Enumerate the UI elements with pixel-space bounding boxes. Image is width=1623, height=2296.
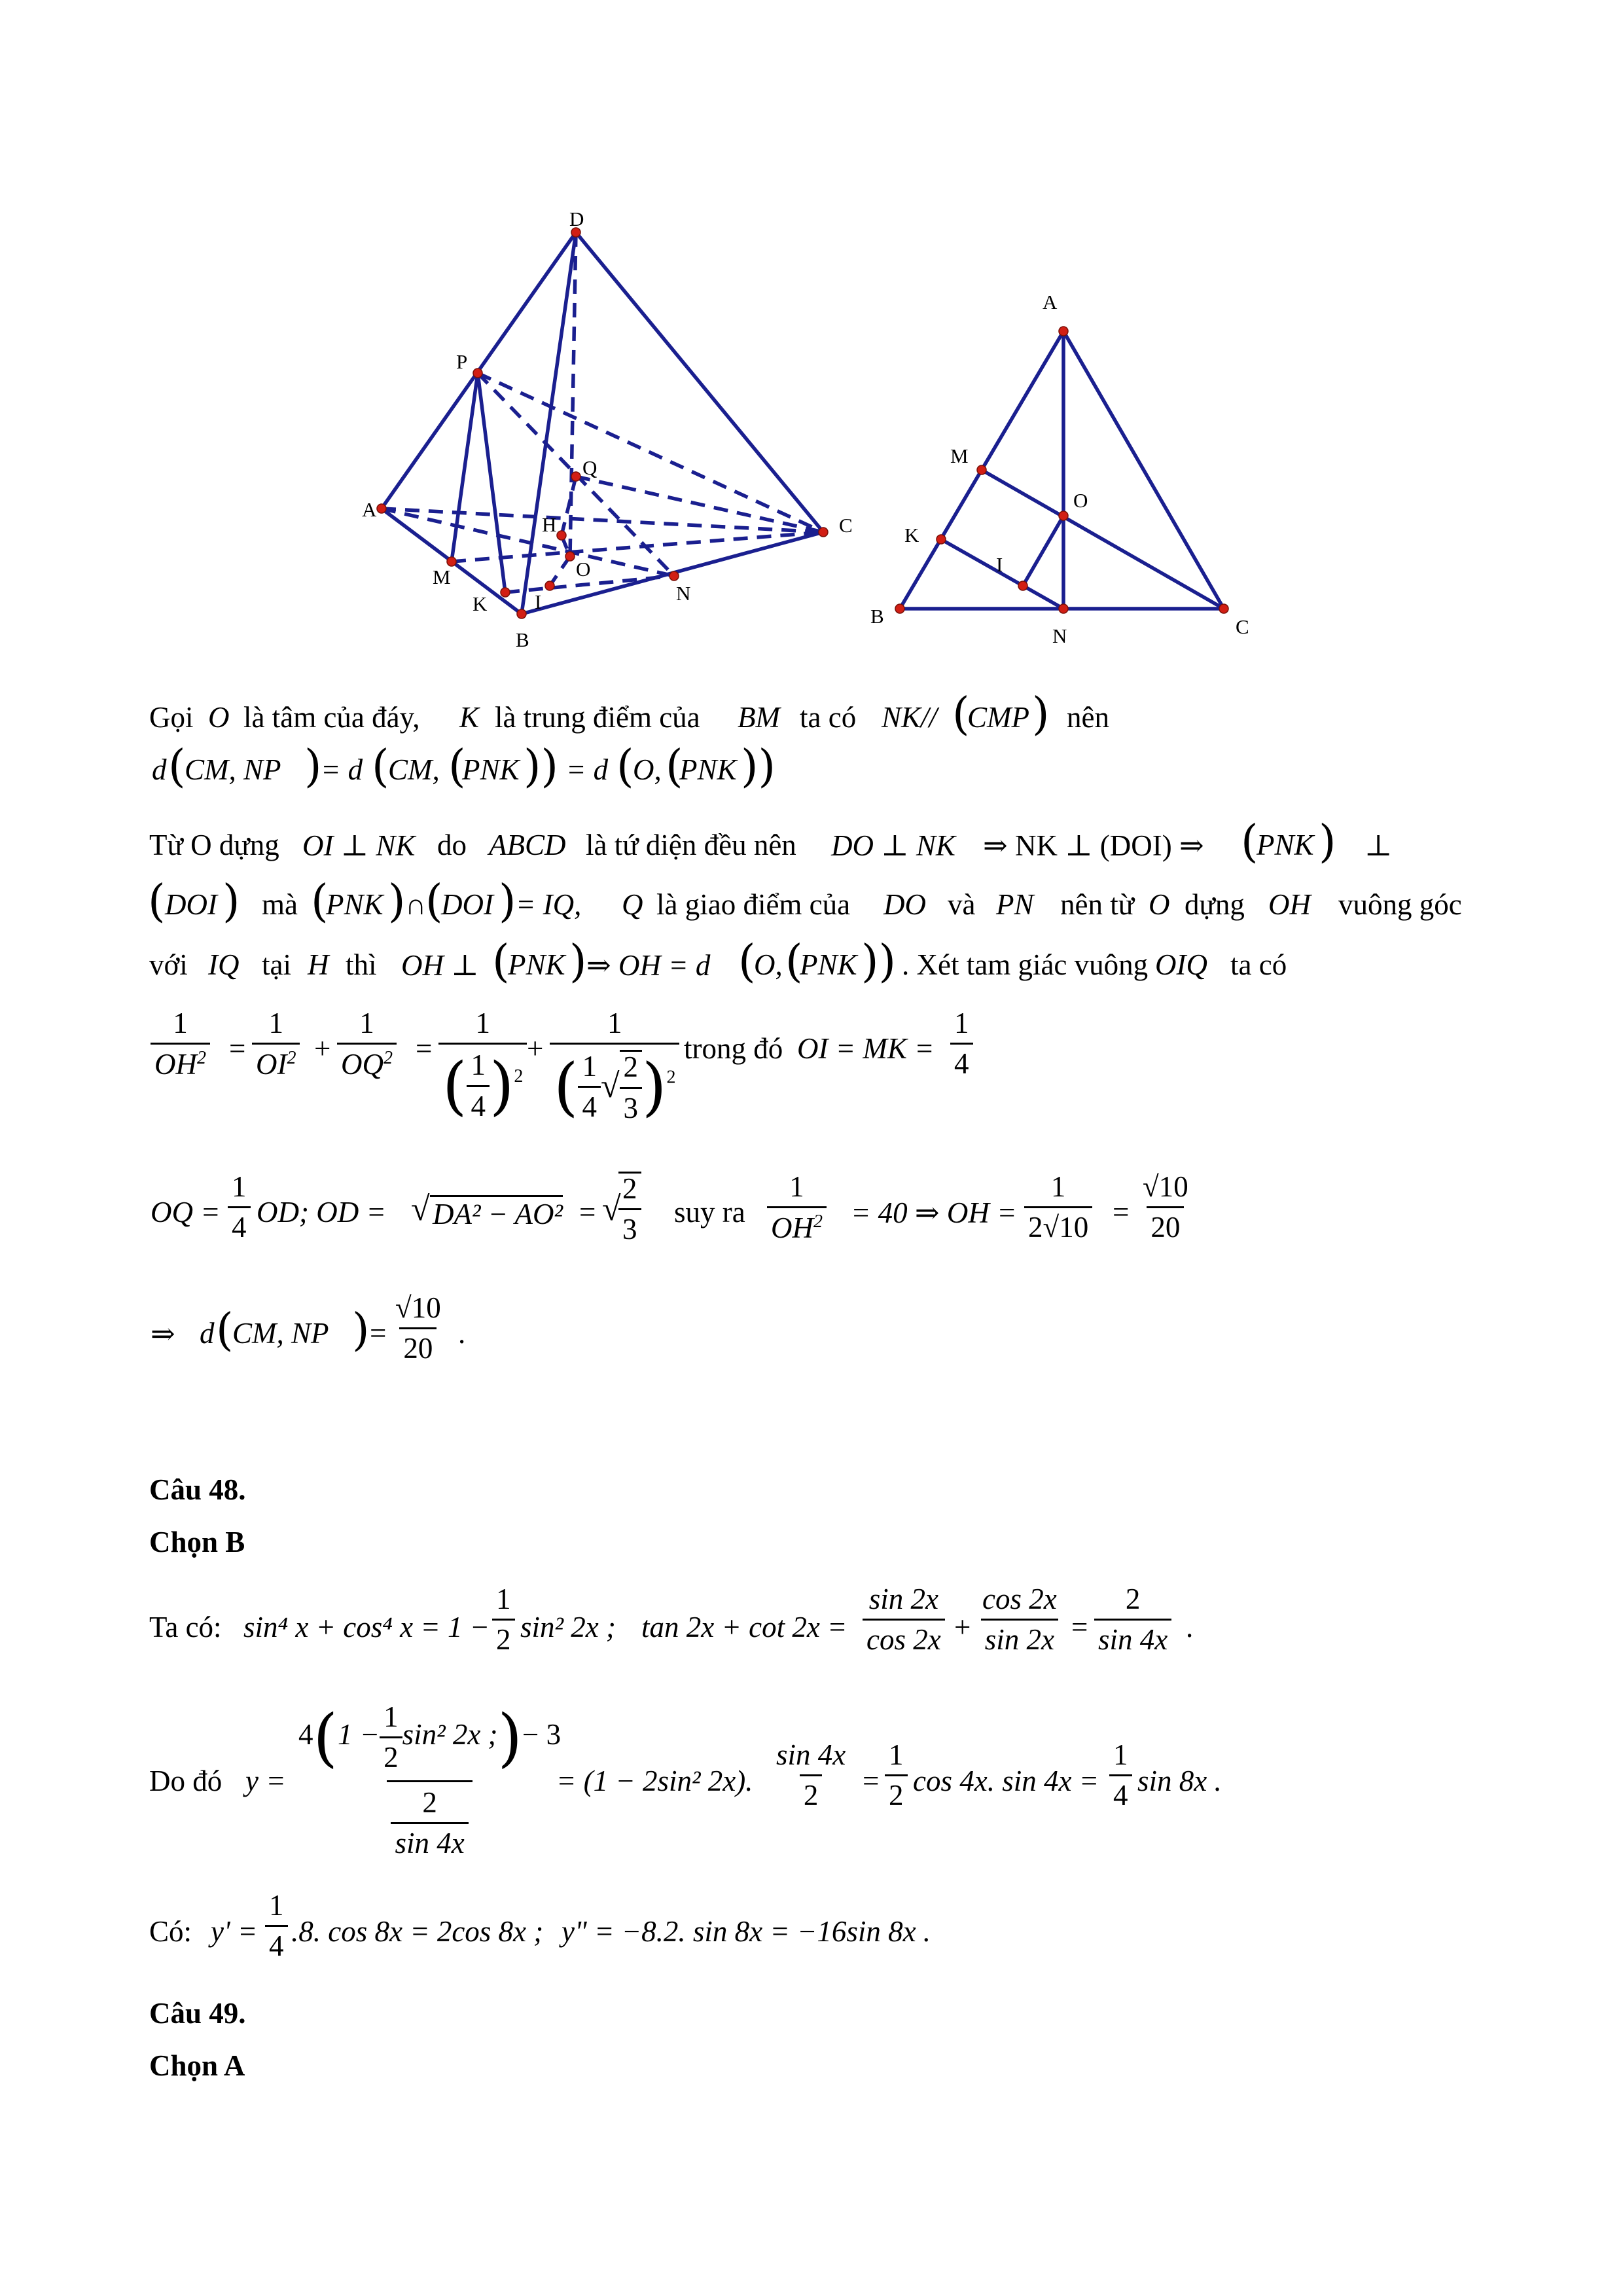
label-H: H — [542, 513, 557, 536]
math: = 40 ⇒ OH = — [851, 1196, 1017, 1229]
point-A — [1059, 327, 1068, 336]
symbol: = — [863, 1765, 880, 1797]
text: ⊥ — [1364, 829, 1393, 862]
numerator: 1 — [269, 1889, 284, 1922]
label-A: A — [362, 498, 377, 521]
numerator: √10 — [1143, 1170, 1188, 1203]
heading: Chọn B — [149, 1526, 245, 1558]
point-O — [565, 552, 575, 561]
point-I — [1018, 581, 1027, 590]
math: cos 4x. sin 4x = — [913, 1765, 1099, 1797]
denominator: 2 — [885, 1774, 908, 1811]
math: DA² − AO² — [430, 1195, 563, 1231]
denominator: 2 — [800, 1774, 823, 1811]
equation-derivatives — [0, 1885, 1623, 1977]
fraction — [492, 1584, 515, 1656]
edge-PC-hidden — [478, 373, 823, 532]
text: nên từ — [1060, 888, 1135, 921]
edge-QH-hidden — [562, 476, 576, 535]
label-C: C — [839, 514, 853, 537]
math: CM, NP — [185, 753, 281, 786]
denominator: 4 — [950, 1043, 973, 1079]
fraction — [618, 1172, 641, 1246]
paren: ) — [1319, 816, 1336, 868]
symbol: = — [1113, 1196, 1130, 1229]
text: Do đó — [149, 1765, 223, 1797]
math: Q — [622, 888, 643, 921]
math: OQ = — [151, 1196, 221, 1229]
text: mà — [262, 888, 298, 921]
math: O — [208, 701, 230, 734]
numerator: 1 — [268, 1007, 283, 1039]
math: sin⁴ x + cos⁴ x = 1 − — [243, 1611, 490, 1643]
math: sin 8x . — [1137, 1765, 1222, 1797]
text: suy ra — [674, 1196, 745, 1229]
point-A — [377, 504, 386, 513]
paren: ( — [148, 876, 166, 927]
fraction — [438, 1008, 527, 1122]
denominator: $OI^2$ — [252, 1043, 300, 1080]
edge-AC-hidden — [382, 509, 823, 532]
edge-DO-hidden — [570, 232, 576, 556]
text: là tứ diện đều nên — [586, 829, 796, 861]
paren: ( — [311, 876, 329, 927]
point-Q — [571, 472, 580, 481]
math: = d — [321, 753, 363, 786]
fraction — [294, 1702, 565, 1859]
math: PNK — [800, 948, 857, 981]
symbol: = — [579, 1196, 596, 1229]
equation-ta-co — [0, 1584, 1623, 1682]
math: DO ⊥ NK — [831, 829, 955, 862]
numerator: 2 — [622, 1172, 637, 1205]
fraction — [252, 1008, 300, 1081]
label-O: O — [576, 558, 591, 581]
text: Gọi — [149, 701, 194, 734]
answer-49-heading — [0, 2042, 1623, 2121]
math: = (1 − 2sin² 2x). — [556, 1765, 753, 1797]
denominator: 2√10 — [1024, 1206, 1092, 1243]
math: .8. cos 8x = 2cos 8x ; — [291, 1915, 544, 1948]
denominator: 4 — [228, 1206, 251, 1243]
numerator: 1 — [954, 1007, 969, 1039]
math: IQ — [208, 948, 240, 981]
math: OD; OD = — [257, 1196, 386, 1229]
point-N — [1059, 604, 1068, 613]
symbol: = — [229, 1032, 246, 1065]
numerator: 2 — [1125, 1583, 1141, 1615]
fraction — [228, 1172, 251, 1244]
symbol: + — [527, 1032, 544, 1065]
math: OI = MK = — [797, 1032, 935, 1065]
equation-inverse-squares — [0, 1008, 1623, 1139]
text: với — [149, 948, 188, 981]
fraction — [767, 1172, 827, 1244]
numerator: 1 — [496, 1583, 511, 1615]
numerator: 1 — [1113, 1738, 1128, 1771]
math: PNK — [1257, 829, 1314, 861]
point-I — [545, 581, 554, 590]
math: O, — [633, 753, 662, 786]
math: DOI — [165, 888, 217, 921]
numerator: 4(1 − $\frac{1}{2}$ sin² 2x ;)− 3 — [298, 1700, 562, 1774]
numerator: 1 — [889, 1738, 904, 1771]
denominator: sin 2x — [981, 1619, 1058, 1655]
point-N — [669, 571, 679, 581]
math: O, — [754, 948, 783, 981]
math: DOI — [441, 888, 493, 921]
segment-OI — [1023, 516, 1063, 586]
label-Q: Q — [582, 456, 597, 479]
denominator: 2 — [492, 1619, 515, 1655]
text: Ta có: — [149, 1611, 222, 1643]
fraction — [863, 1584, 945, 1656]
numerator: 1 — [789, 1170, 804, 1203]
paren: )) — [741, 741, 776, 793]
text: . Xét tam giác vuông — [902, 948, 1149, 981]
fraction — [1139, 1172, 1192, 1244]
edge-DC — [576, 232, 823, 532]
symbol: = — [370, 1317, 387, 1350]
fraction — [885, 1740, 908, 1812]
paren: ( — [952, 689, 970, 740]
text: dựng — [1185, 888, 1245, 921]
text: tại — [262, 948, 291, 981]
paren: ( — [1241, 816, 1258, 868]
numerator: 1 — [232, 1170, 247, 1203]
label-M: M — [433, 565, 451, 588]
math: ABCD — [489, 829, 566, 861]
math: d — [152, 753, 167, 786]
math: y' = — [211, 1915, 258, 1948]
text: Từ O dựng — [149, 829, 279, 861]
paren: ( — [616, 741, 634, 793]
text: là giao điểm của — [656, 888, 851, 921]
math: y = — [245, 1765, 286, 1797]
radical: √ — [602, 1191, 621, 1228]
tetrahedron-figure — [353, 196, 877, 668]
math: CMP — [967, 701, 1029, 734]
math: OH ⊥ — [401, 949, 479, 982]
label-K: K — [473, 592, 488, 615]
point-K — [936, 535, 946, 544]
label-P: P — [456, 350, 468, 373]
denominator: sin 4x — [1094, 1619, 1171, 1655]
heading: Chọn A — [149, 2049, 245, 2082]
text: Có: — [149, 1915, 192, 1948]
paren: )) — [861, 936, 897, 988]
label-B: B — [516, 628, 529, 651]
denominator: 3 — [618, 1208, 641, 1245]
edge-OI-hidden — [550, 556, 570, 586]
math: PN — [996, 888, 1034, 921]
denominator: 20 — [1147, 1206, 1184, 1243]
text: thì — [346, 948, 377, 981]
numerator: 1 — [607, 1007, 622, 1039]
numerator: 1 — [475, 1007, 490, 1039]
paren: ( — [425, 876, 443, 927]
numerator: 1 — [173, 1007, 188, 1039]
denominator: $OQ^2$ — [337, 1043, 397, 1080]
paren: ( — [785, 936, 803, 988]
fraction — [151, 1008, 210, 1081]
math: BM — [738, 701, 780, 734]
symbol: + — [954, 1611, 971, 1643]
paren: ( — [372, 741, 389, 793]
math: tan 2x + cot 2x = — [641, 1611, 847, 1643]
fraction — [1024, 1172, 1092, 1244]
paren: )) — [524, 741, 559, 793]
paren: ) — [1032, 689, 1050, 740]
fraction — [265, 1890, 288, 1962]
math: PNK — [508, 948, 565, 981]
math: ⇒ OH = d — [586, 949, 711, 982]
fraction — [950, 1008, 973, 1080]
fraction — [337, 1008, 397, 1081]
paren: ( — [738, 936, 756, 988]
label-D: D — [569, 207, 584, 230]
paren: ) — [499, 876, 516, 927]
point-C — [819, 528, 828, 537]
denominator: cos 2x — [863, 1619, 945, 1655]
numerator: √10 — [395, 1291, 441, 1324]
point-B — [895, 604, 904, 613]
label-K: K — [904, 524, 919, 547]
point-M — [447, 557, 456, 566]
symbol: + — [314, 1032, 331, 1065]
heading: Câu 49. — [149, 1997, 246, 2030]
math: CM, NP — [232, 1317, 329, 1350]
math: O — [1149, 888, 1170, 921]
denominator: $\frac{2}{\sin 4x}$ — [387, 1780, 472, 1859]
radical: √ — [411, 1191, 430, 1228]
text: nên — [1067, 701, 1109, 734]
point-O — [1059, 511, 1068, 520]
numerator: cos 2x — [982, 1583, 1057, 1615]
denominator: ( $\frac{1}{4}$ √ $\frac{2}{3}$ )$^2$ — [550, 1043, 679, 1124]
math: d — [200, 1317, 215, 1350]
math: CM, — [388, 753, 440, 786]
point-P — [473, 368, 482, 378]
text: ∩ — [405, 888, 427, 921]
fraction — [1109, 1740, 1132, 1812]
symbol: . — [1186, 1611, 1194, 1643]
label-I: I — [535, 590, 542, 613]
denominator: $OH^2$ — [767, 1206, 827, 1244]
equation-conclusion — [0, 1293, 1623, 1391]
denominator: $OH^2$ — [151, 1043, 210, 1080]
text: ta có — [800, 701, 857, 734]
paren: ) — [223, 876, 240, 927]
triangle-figure — [864, 281, 1283, 661]
numerator: 1 — [1050, 1170, 1066, 1203]
math: NK// — [882, 701, 938, 734]
math: = d — [566, 753, 609, 786]
fraction — [1094, 1584, 1171, 1656]
label-O: O — [1073, 489, 1088, 512]
symbol: . — [458, 1317, 466, 1350]
math: K — [459, 701, 480, 734]
math: PNK — [462, 753, 520, 786]
denominator: ( $\frac{1}{4}$ )$^2$ — [438, 1043, 527, 1122]
symbol: = — [416, 1032, 433, 1065]
point-H — [557, 531, 566, 540]
equation-distance — [0, 740, 1623, 818]
paragraph-voi-iq — [0, 935, 1623, 1013]
label-M: M — [950, 444, 969, 467]
paren: ) — [388, 876, 406, 927]
math: DO — [883, 888, 926, 921]
paren: ( — [448, 741, 466, 793]
math: PNK — [326, 888, 383, 921]
paren: ( — [666, 741, 683, 793]
point-K — [501, 588, 510, 597]
numerator: sin 4x — [776, 1738, 846, 1771]
label-C: C — [1236, 615, 1249, 638]
heading: Câu 48. — [149, 1473, 246, 1506]
denominator: 4 — [265, 1925, 288, 1962]
fraction — [550, 1008, 679, 1124]
text: ⇒ NK ⊥ (DOI) ⇒ — [983, 829, 1204, 862]
paren: ) — [352, 1304, 370, 1356]
equation-do-do — [0, 1702, 1623, 1872]
math: sin² 2x ; — [520, 1611, 616, 1643]
math: = IQ, — [516, 888, 582, 921]
fraction — [978, 1584, 1061, 1656]
paren: ( — [168, 741, 186, 793]
fraction — [391, 1293, 445, 1365]
point-B — [517, 609, 526, 619]
text: và — [948, 888, 976, 921]
symbol: ⇒ — [151, 1318, 175, 1350]
numerator: sin 2x — [868, 1583, 938, 1615]
segment-MC — [982, 470, 1224, 609]
math: PNK — [679, 753, 737, 786]
math: OI ⊥ NK — [302, 829, 416, 862]
text: ta có — [1230, 948, 1287, 981]
text: vuông góc — [1338, 888, 1462, 921]
label-B: B — [870, 605, 884, 628]
text: là tâm của đáy, — [243, 701, 420, 734]
point-M — [977, 465, 986, 475]
denominator: 4 — [1109, 1774, 1132, 1811]
text: là trung điểm của — [495, 701, 700, 734]
paren: ) — [569, 936, 587, 988]
fraction — [772, 1740, 849, 1812]
label-N: N — [676, 582, 691, 605]
symbol: = — [1071, 1611, 1088, 1643]
text: trong đó — [684, 1032, 783, 1065]
numerator: 1 — [359, 1007, 374, 1039]
text: do — [437, 829, 467, 861]
denominator: 20 — [399, 1327, 437, 1364]
side-AC — [1063, 331, 1224, 609]
label-A: A — [1043, 291, 1058, 314]
paren: ( — [216, 1304, 234, 1356]
paren: ) — [304, 741, 322, 793]
point-C — [1219, 604, 1228, 613]
math: y" = −8.2. sin 8x = −16sin 8x . — [562, 1915, 931, 1948]
label-N: N — [1052, 624, 1067, 647]
math: H — [308, 948, 329, 981]
paren: ( — [492, 936, 510, 988]
math: OH — [1268, 888, 1311, 921]
equation-oq — [0, 1172, 1623, 1270]
math: OIQ — [1155, 948, 1207, 981]
label-I: I — [996, 553, 1003, 576]
